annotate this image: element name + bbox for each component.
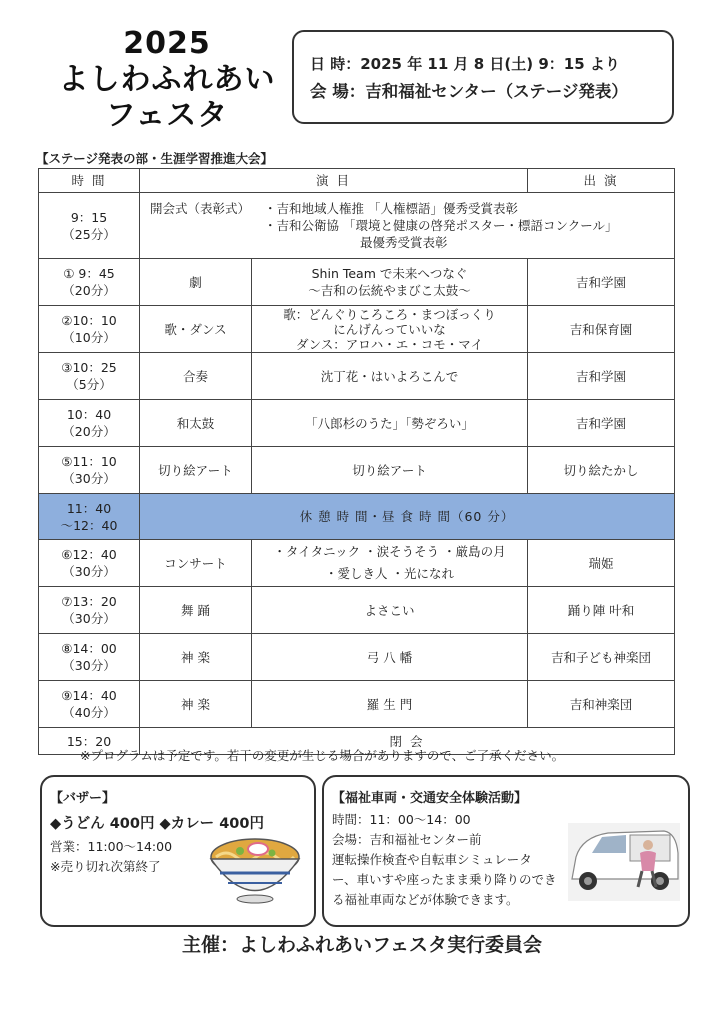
bazaar-hours: 営業：11:00～14:00 — [50, 839, 173, 854]
vehicle-box — [322, 775, 690, 927]
vehicle-desc: る福祉車両などが体験できます。 — [332, 892, 519, 907]
row-time: ⑤11：10 — [61, 454, 117, 469]
time-cell — [39, 587, 140, 634]
program-cell: 切り絵アート — [252, 447, 528, 494]
opening-row — [39, 193, 675, 259]
header-program: 演 目 — [140, 169, 528, 193]
program-cell: 「八郎杉のうた」「勢ぞろい」 — [252, 400, 528, 447]
row-duration: （20分） — [62, 283, 116, 298]
program-line: ダンス：アロハ・エ・コモ・マイ — [296, 336, 484, 352]
table-row — [39, 400, 675, 447]
venue-label: 会 場： — [310, 82, 366, 101]
program-line: にんげんっていいな — [333, 321, 446, 337]
opening-content-cell — [140, 193, 675, 259]
header-time: 時 間 — [39, 169, 140, 193]
table-row — [39, 587, 675, 634]
program-line: Shin Team で未来へつなぐ — [311, 266, 468, 281]
genre-cell: 劇 — [140, 259, 252, 306]
venue-value: 吉和福祉センター（ステージ発表） — [365, 82, 628, 101]
performer-cell: 吉和神楽団 — [528, 681, 675, 728]
opening-time: 9：15 — [70, 209, 108, 225]
row-time: ②10：10 — [61, 313, 117, 328]
time-cell — [39, 353, 140, 400]
performer-cell: 踊り陣 叶和 — [528, 587, 675, 634]
closing-time: 15：20 — [39, 728, 140, 755]
program-cell: よさこい — [252, 587, 528, 634]
genre-cell: 合奏 — [140, 353, 252, 400]
row-duration: （40分） — [62, 705, 116, 720]
stage-section-title: 【ステージ発表の部・生涯学習推進大会】 — [36, 151, 274, 166]
header-performer: 出 演 — [528, 169, 675, 193]
genre-cell: 神 楽 — [140, 634, 252, 681]
table-row — [39, 634, 675, 681]
performer-cell: 吉和学園 — [528, 259, 675, 306]
event-info-box — [292, 30, 674, 124]
time-cell — [39, 447, 140, 494]
opening-item: 最優秀受賞表彰 — [360, 235, 448, 250]
performer-cell: 瑞姫 — [528, 540, 675, 587]
vehicle-title: 【福祉車両・交通安全体験活動】 — [332, 791, 528, 806]
row-duration: （30分） — [62, 564, 116, 579]
row-time: ⑨14：40 — [61, 688, 117, 703]
vehicle-desc: ー、車いすや座ったまま乗り降りのでき — [332, 872, 557, 887]
genre-cell: 神 楽 — [140, 681, 252, 728]
break-start: 11：40 — [66, 500, 112, 516]
genre-cell: 舞 踊 — [140, 587, 252, 634]
row-time: ③10：25 — [61, 360, 117, 375]
event-date — [310, 50, 672, 78]
row-time: ⑦13：20 — [61, 594, 117, 609]
genre-cell: 切り絵アート — [140, 447, 252, 494]
title-festa: フェスタ — [105, 98, 229, 133]
break-label: 休 憩 時 間・昼 食 時 間（60 分） — [140, 494, 675, 540]
vehicle-desc: 運転操作検査や自転車シミュレータ — [332, 852, 532, 867]
performer-cell: 吉和学園 — [528, 400, 675, 447]
time-cell — [39, 306, 140, 353]
program-cell — [252, 540, 528, 587]
time-cell — [39, 259, 140, 306]
table-row — [39, 447, 675, 494]
program-note: ※プログラムは予定です。若干の変更が生じる場合がありますので、ご了承ください。 — [80, 748, 565, 763]
title-name: よしわふれあい — [58, 62, 276, 97]
table-row — [39, 353, 675, 400]
performer-cell: 吉和学園 — [528, 353, 675, 400]
festival-title — [52, 26, 282, 134]
program-table — [38, 168, 675, 755]
time-cell — [39, 634, 140, 681]
performer-cell: 吉和保育園 — [528, 306, 675, 353]
table-header-row — [39, 169, 675, 193]
program-line: ～吉和の伝統やまびこ太鼓～ — [308, 283, 471, 298]
opening-items — [264, 200, 617, 251]
break-row — [39, 494, 675, 540]
program-cell — [252, 259, 528, 306]
date-label: 日 時： — [310, 55, 361, 73]
vehicle-time: 時間：11：00～14：00 — [332, 812, 471, 827]
organizer: 主催：よしわふれあいフェスタ実行委員会 — [181, 934, 543, 956]
row-duration: （30分） — [62, 658, 116, 673]
program-line: ・愛しき人 ・光になれ — [325, 566, 454, 581]
row-duration: （5分） — [66, 377, 112, 392]
row-time: 10：40 — [66, 407, 112, 422]
date-value: 2025 年 11 月 8 日(土) 9：15 より — [360, 55, 620, 73]
table-row — [39, 681, 675, 728]
bazaar-soldout: ※売り切れ次第終了 — [50, 859, 161, 874]
genre-cell: 歌・ダンス — [140, 306, 252, 353]
row-time: ① 9：45 — [63, 266, 115, 281]
program-cell: 弓 八 幡 — [252, 634, 528, 681]
break-time-cell — [39, 494, 140, 540]
program-cell: 沈丁花・はいよろこんで — [252, 353, 528, 400]
opening-name: 開会式（表彰式） — [150, 201, 251, 216]
performer-cell: 吉和子ども神楽団 — [528, 634, 675, 681]
program-line: 歌：どんぐりころころ・まつぼっくり — [283, 306, 496, 322]
time-cell — [39, 681, 140, 728]
genre-cell: コンサート — [140, 540, 252, 587]
row-duration: （30分） — [62, 611, 116, 626]
row-duration: （30分） — [62, 471, 116, 486]
genre-cell: 和太鼓 — [140, 400, 252, 447]
vehicle-venue: 会場：吉和福祉センター前 — [332, 832, 482, 847]
closing-label: 閉 会 — [140, 728, 675, 755]
opening-duration: （25分） — [62, 226, 116, 242]
break-end: ～12：40 — [60, 517, 118, 533]
bazaar-title: 【バザー】 — [50, 791, 116, 806]
table-row — [39, 259, 675, 306]
table-row — [39, 540, 675, 587]
bazaar-menu: ◆うどん 400円 ◆カレー 400円 — [50, 816, 264, 832]
program-cell: 羅 生 門 — [252, 681, 528, 728]
welfare-vehicle-image — [568, 823, 680, 901]
table-row — [39, 306, 675, 353]
opening-item: ・吉和公衛協 「環境と健康の啓発ポスター・標語コンクール」 — [264, 218, 618, 233]
row-time: ⑧14：00 — [61, 641, 117, 656]
udon-bowl-icon — [206, 827, 304, 907]
title-year: 2025 — [123, 26, 211, 61]
bazaar-box — [40, 775, 316, 927]
opening-time-cell — [39, 193, 140, 259]
program-line: ・タイタニック ・涙そうそう ・厳島の月 — [273, 544, 506, 559]
row-duration: （10分） — [62, 330, 116, 345]
time-cell — [39, 400, 140, 447]
performer-cell: 切り絵たかし — [528, 447, 675, 494]
row-duration: （20分） — [62, 424, 116, 439]
time-cell — [39, 540, 140, 587]
opening-item: ・吉和地域人権推 「人権標語」優秀受賞表彰 — [264, 201, 518, 216]
event-venue — [310, 78, 672, 106]
program-cell — [252, 306, 528, 353]
row-time: ⑥12：40 — [61, 547, 117, 562]
